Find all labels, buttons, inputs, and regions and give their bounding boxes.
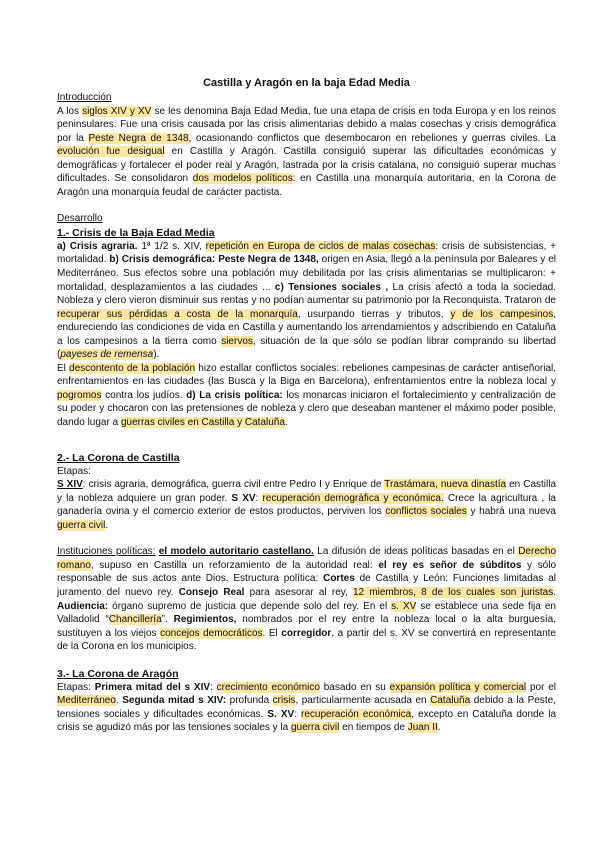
text-run: y habrá una nueva: [466, 506, 556, 518]
text-run: La crisis afectó a toda la sociedad. Nobleza y clero vieron disminuir sus rentas y no podían aumentar su patrimonio por la Reconquista. Trataron de: [57, 281, 556, 307]
text-run: : crisis de subsistencias, + mortalidad.: [57, 240, 557, 266]
text-run: La difusión de ideas políticas basadas en el: [313, 546, 519, 558]
highlight: guerras civiles en Castilla y Cataluña: [120, 417, 285, 429]
text-run: :: [294, 708, 302, 720]
document-title: Castilla y Aragón en la baja Edad Media: [203, 77, 410, 89]
text-run: Instituciones políticas:: [57, 546, 156, 558]
highlight: pogromos: [57, 389, 102, 401]
highlight: 12 miembros, 8 de los cuales son juristas: [352, 586, 554, 598]
text-run: . El: [262, 627, 282, 639]
text-run: Regimientos,: [173, 614, 237, 626]
highlight: recuperación económica: [301, 708, 412, 720]
highlight: y de los campesinos: [450, 308, 554, 320]
text-run: contra los judíos.: [101, 389, 187, 401]
text-run: El: [57, 362, 70, 374]
text-run: nombrados por el rey entre la nobleza local o la alta burguesía, sustituyen a los viejos: [57, 614, 556, 639]
text-run: órgano supremo de justicia que depende solo del rey. En el: [108, 600, 392, 612]
highlight: crisis: [272, 695, 296, 707]
text-run: Consejo Real: [178, 586, 245, 598]
intro-heading: Introducción: [57, 92, 112, 103]
highlight: expansión política y comercial: [389, 681, 527, 693]
highlight: siervos: [221, 335, 253, 347]
section-2-title: 2.- La Corona de Castilla: [57, 451, 180, 464]
text-run: Audiencia:: [57, 600, 109, 612]
text-run: Crece la agricultura , la ganadería ovina y el comercio exterior de estos productos, perviven los: [57, 492, 556, 518]
intro-paragraph: [57, 105, 556, 200]
text-run: los monarcas iniciaron el fortalecimiento y centralización de su poder y chocaron con las pretensiones de nobleza y clero que deseaban mantener el máximo poder posible, dando lugar a: [57, 389, 556, 429]
text-run: 1ª 1/2 s. XIV,: [137, 240, 206, 252]
text-run: c) Tensiones sociales ,: [274, 281, 389, 293]
text-run: hizo estallar conflictos sociales: rebeliones campesinas de carácter antiseñorial, enfrentamientos en las ciudades (las Busca y la Biga en Barcelona), enfrentamientos entre la nobleza local y: [57, 362, 557, 388]
text-run: el modelo autoritario castellano.: [158, 546, 314, 558]
text-run: profunda: [226, 695, 273, 707]
highlight: payeses de remensa: [60, 349, 154, 361]
section-3-title: 3.- La Corona de Aragón: [57, 667, 179, 680]
section-1-paragraph: [57, 240, 556, 362]
section-2-stages-paragraph: [57, 478, 556, 532]
text-run: el rey es señor de súbditos: [378, 559, 522, 571]
text-run: .: [105, 519, 109, 531]
text-run: por el: [526, 681, 556, 693]
highlight: Peste Negra de 1348: [88, 132, 189, 144]
text-run: S XIV: [57, 479, 83, 491]
highlight: crecimiento económico: [216, 681, 320, 693]
text-run: se establece una sede fija en Valladolid “: [57, 600, 556, 626]
section-1-paragraph-2: [57, 362, 556, 430]
highlight: repetición en Europa de ciclos de malas cosechas: [205, 240, 436, 252]
highlight: Juan II: [407, 722, 438, 734]
text-run: ).: [153, 349, 160, 361]
text-run: : crisis agraria, demográfica, guerra civil entre Pedro I y Enrique de: [82, 479, 385, 491]
text-run: en Castilla y Aragón. Castilla consiguió superar las dificultades económicas y demográficas y fortalecer el poder real y Aragón, lastrada por la crisis catalana, no consiguió superar muchas dificultades. Se consolidaron: [57, 146, 556, 185]
text-run: debido a la Peste, tensiones sociales y dificultades económicas.: [57, 695, 556, 720]
highlight: Trastámara, nueva dinastía: [384, 479, 507, 491]
section-2-institutions-paragraph: [57, 545, 556, 653]
text-run: , a partir del s. XV se convertirá en representante de la Corona en los municipios.: [57, 627, 556, 653]
highlight: Chancillería: [108, 614, 162, 626]
text-run: se les denomina Baja Edad Media, fue una etapa de crisis en toda Europa y en los reinos peninsulares. Fue una crisis causada por las crisis alimentarias debido a malas cosechas y crisis demográfica por la: [57, 105, 557, 144]
highlight: Cataluña: [430, 695, 471, 707]
text-run: .: [115, 695, 123, 707]
text-run: Etapas:: [57, 681, 95, 693]
highlight: Derecho romano: [57, 546, 557, 571]
text-run: A los: [57, 105, 83, 117]
text-run: para asesorar al rey,: [244, 586, 353, 598]
highlight: evolución fue desigual: [57, 146, 165, 158]
text-run: y sólo responsable de sus actos ante Dios. Estructura política:: [57, 559, 557, 585]
text-run: : en Castilla una monarquía autoritaria, en la Corona de Aragón una monarquía feudal de carácter pactista.: [57, 173, 557, 198]
text-run: en tiempos de: [339, 722, 408, 734]
text-run: d) La crisis política:: [186, 389, 283, 401]
section-3-paragraph: [57, 681, 556, 735]
text-run: :: [210, 681, 217, 693]
highlight: descontento de la población: [69, 362, 196, 374]
highlight: dos modelos políticos: [192, 173, 293, 185]
highlight: recuperar sus pérdidas a costa de la monarquía: [57, 308, 298, 320]
development-heading: Desarrollo: [57, 213, 103, 225]
highlight: guerra civil: [291, 722, 340, 734]
text-run: S. XV: [267, 708, 295, 720]
text-run: Primera mitad del s XIV: [94, 681, 211, 693]
text-run: a) Crisis agraria.: [57, 240, 138, 252]
text-run: , endureciendo las condiciones de vida en Castilla y aumentando los arrendamientos y adscribiendo en Cataluña a los campesinos a la tierra como: [57, 308, 556, 347]
text-run: Segunda mitad s XIV:: [122, 695, 227, 707]
highlight: s. XV: [391, 600, 417, 612]
text-run: , supuso en Castilla un reforzamiento de la autoridad real:: [90, 559, 379, 571]
text-run: Cortes: [323, 573, 355, 585]
text-run: ”.: [161, 614, 174, 626]
text-run: .: [437, 722, 441, 734]
highlight: Mediterráneo: [57, 695, 116, 707]
text-run: , situación de la que sólo se podían librar comprando su libertad (: [57, 335, 556, 361]
section-2-etapas: Etapas:: [57, 465, 91, 477]
text-run: :: [255, 492, 263, 504]
text-run: , usurpando tierras y tributos,: [297, 308, 451, 320]
text-run: basado en su: [319, 681, 390, 693]
text-run: b) Crisis demográfica: Peste Negra de 1348,: [109, 254, 319, 266]
highlight: conflictos sociales: [385, 506, 467, 518]
text-run: origen en Asia, llegó a la península por Baleares y el Mediterráneo. Sus efectos sobre una población muy debilitada por las crisis alimentarias se multiplicaron: + mortalidad, desplazamientos a las ciudades ...: [57, 254, 557, 293]
highlight: recuperación demográfica y económica.: [262, 492, 444, 504]
text-run: .: [284, 417, 288, 429]
text-run: , particularmente acusada en: [295, 695, 431, 707]
text-run: , ocasionando conflictos que desembocaron en rebeliones y guerras civiles. La: [188, 132, 556, 144]
text-run: , excepto en Cataluña donde la crisis se agudizó más por las tensiones sociales y la: [57, 708, 557, 734]
text-run: .: [553, 586, 556, 598]
section-1-title: 1.- Crisis de la Baja Edad Media: [57, 226, 215, 239]
highlight: siglos XIV y XV: [82, 105, 152, 117]
text-run: en Castilla y la nobleza adquiere un gran poder.: [57, 479, 557, 504]
text-run: S XV: [231, 492, 256, 504]
text-run: de Castilla y León: Funciones limitadas al juramento del nuevo rey.: [57, 573, 556, 598]
highlight: guerra civil: [57, 519, 106, 531]
text-run: corregidor: [281, 627, 332, 639]
highlight: concejos democráticos: [160, 627, 263, 639]
